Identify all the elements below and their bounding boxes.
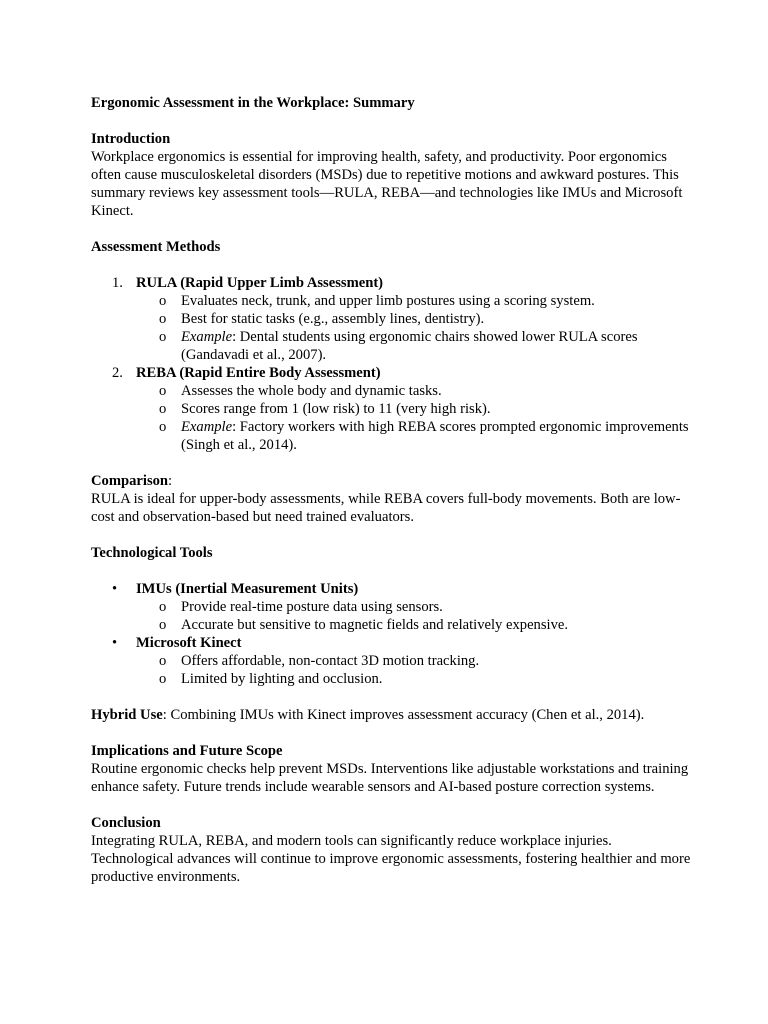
- method-sub-item: [91, 328, 691, 364]
- sub-item-text: : Factory workers with high REBA scores prompted ergonomic improvements (Singh et al., 2014).: [181, 419, 689, 453]
- conclusion-text: Integrating RULA, REBA, and modern tools can significantly reduce workplace injuries. Technological advances will continue to improve ergonomic assessments, fostering healthier and more productive environments.: [91, 833, 691, 885]
- assessment-methods-heading: Assessment Methods: [91, 239, 221, 255]
- sub-item-text: Assesses the whole body and dynamic tasks.: [181, 383, 442, 399]
- sub-item-text: Offers affordable, non-contact 3D motion tracking.: [181, 653, 480, 669]
- technological-tools-heading-block: [91, 544, 691, 562]
- tool-item-kinect: [91, 634, 691, 652]
- sub-item-text: : Dental students using ergonomic chairs showed lower RULA scores (Gandavadi et al., 2007).: [181, 329, 638, 363]
- sub-item-text: Best for static tasks (e.g., assembly lines, dentistry).: [181, 311, 485, 327]
- list-number: 2.: [112, 365, 123, 381]
- comparison-colon: :: [168, 473, 173, 489]
- method-sub-item: [91, 400, 691, 418]
- bullet: •: [112, 635, 118, 651]
- hybrid-use-section: [91, 706, 691, 724]
- tool-sub-item: [91, 670, 691, 688]
- method-sub-item: [91, 382, 691, 400]
- technological-tools-list: [91, 580, 691, 688]
- implications-heading: Implications and Future Scope: [91, 743, 283, 759]
- implications-section: [91, 742, 691, 796]
- bullet: •: [112, 581, 118, 597]
- sub-bullet: o: [159, 401, 167, 417]
- sub-bullet: o: [159, 419, 167, 435]
- tool-sub-item: [91, 598, 691, 616]
- sub-item-text: Provide real-time posture data using sensors.: [181, 599, 443, 615]
- comparison-heading: Comparison: [91, 473, 169, 489]
- sub-item-text: Limited by lighting and occlusion.: [181, 671, 383, 687]
- assessment-methods-heading-block: [91, 238, 691, 256]
- hybrid-use-label: Hybrid Use: [91, 707, 163, 723]
- method-sub-item: [91, 310, 691, 328]
- method-sub-item: [91, 292, 691, 310]
- example-label: Example: [181, 329, 233, 345]
- conclusion-section: [91, 814, 691, 886]
- tool-item-imus: [91, 580, 691, 598]
- sub-bullet: o: [159, 599, 167, 615]
- hybrid-use-text: : Combining IMUs with Kinect improves assessment accuracy (Chen et al., 2014).: [162, 707, 645, 723]
- introduction-section: [91, 130, 691, 220]
- method-title: RULA (Rapid Upper Limb Assessment): [136, 275, 384, 291]
- title-section: [91, 94, 691, 112]
- sub-bullet: o: [159, 293, 167, 309]
- introduction-heading: Introduction: [91, 131, 171, 147]
- sub-bullet: o: [159, 671, 167, 687]
- sub-bullet: o: [159, 383, 167, 399]
- method-item-reba: [91, 364, 691, 382]
- example-label: Example: [181, 419, 233, 435]
- document-title: Ergonomic Assessment in the Workplace: Summary: [91, 95, 415, 111]
- sub-item-text: Evaluates neck, trunk, and upper limb postures using a scoring system.: [181, 293, 595, 309]
- sub-item-text: Scores range from 1 (low risk) to 11 (very high risk).: [181, 401, 491, 417]
- method-sub-item: [91, 418, 691, 454]
- sub-bullet: o: [159, 617, 167, 633]
- assessment-methods-list: [91, 274, 691, 454]
- introduction-text: Workplace ergonomics is essential for improving health, safety, and productivity. Poor ergonomics often cause musculoskeletal disorders (MSDs) due to repetitive motions and awkward postures. This summary reviews key assessment tools—RULA, REBA—and technologies like IMUs and Microsoft Kinect.: [91, 149, 683, 219]
- sub-item-text: Accurate but sensitive to magnetic fields and relatively expensive.: [181, 617, 569, 633]
- tool-sub-item: [91, 652, 691, 670]
- tool-title: Microsoft Kinect: [136, 635, 242, 651]
- list-number: 1.: [112, 275, 123, 291]
- method-title: REBA (Rapid Entire Body Assessment): [136, 365, 381, 381]
- tool-sub-item: [91, 616, 691, 634]
- conclusion-heading: Conclusion: [91, 815, 161, 831]
- sub-bullet: o: [159, 329, 167, 345]
- technological-tools-heading: Technological Tools: [91, 545, 213, 561]
- comparison-text: RULA is ideal for upper-body assessments, while REBA covers full-body movements. Both are low-cost and observation-based but need trained evaluators.: [91, 491, 681, 525]
- sub-bullet: o: [159, 311, 167, 327]
- sub-bullet: o: [159, 653, 167, 669]
- document-body: [91, 94, 691, 904]
- tool-title: IMUs (Inertial Measurement Units): [136, 581, 359, 597]
- implications-text: Routine ergonomic checks help prevent MSDs. Interventions like adjustable workstations and training enhance safety. Future trends include wearable sensors and AI-based posture correction systems.: [91, 761, 689, 795]
- method-item-rula: [91, 274, 691, 292]
- comparison-section: [91, 472, 691, 526]
